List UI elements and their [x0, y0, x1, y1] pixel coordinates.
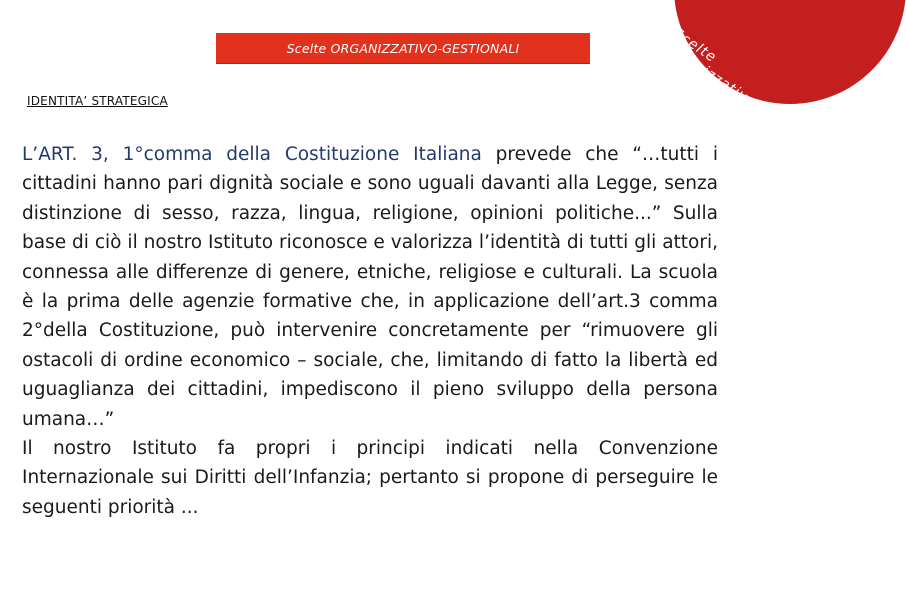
paragraph-2: Il nostro Istituto fa propri i principi indicati nella Convenzione Internazionale sui Diritti dell’Infanzia; pertanto si propone di perseguire le seguenti priorità ...: [22, 438, 718, 518]
section-heading: IDENTITA’ STRATEGICA: [27, 94, 168, 108]
badge-label: Scelte organizzativo-gestionali: [652, 25, 764, 115]
body-text: [22, 140, 718, 522]
section-banner: [216, 33, 590, 63]
banner-title: Scelte ORGANIZZATIVO-GESTIONALI: [286, 40, 520, 56]
article-reference: L’ART. 3, 1°comma della Costituzione Italiana: [22, 144, 482, 165]
paragraph-1-text: prevede che “…tutti i cittadini hanno pari dignità sociale e sono uguali davanti alla Legge, senza distinzione di sesso, razza, lingua, religione, opinioni politiche...” Sulla base di ciò il nostro Istituto riconosce e valorizza l’identità di tutti gli attori, connessa alle differenze di genere, etniche, religiose e culturali. La scuola è la prima delle agenzie formative che, in applicazione dell’art.3 comma 2°della Costituzione, può intervenire concretamente per “rimuovere gli ostacoli di ordine economico – sociale, che, limitando di fatto la libertà ed uguaglianza dei cittadini, impediscono il pieno sviluppo della persona umana…”: [22, 144, 718, 430]
paragraph-1: [22, 140, 718, 434]
corner-badge: [652, 0, 794, 115]
